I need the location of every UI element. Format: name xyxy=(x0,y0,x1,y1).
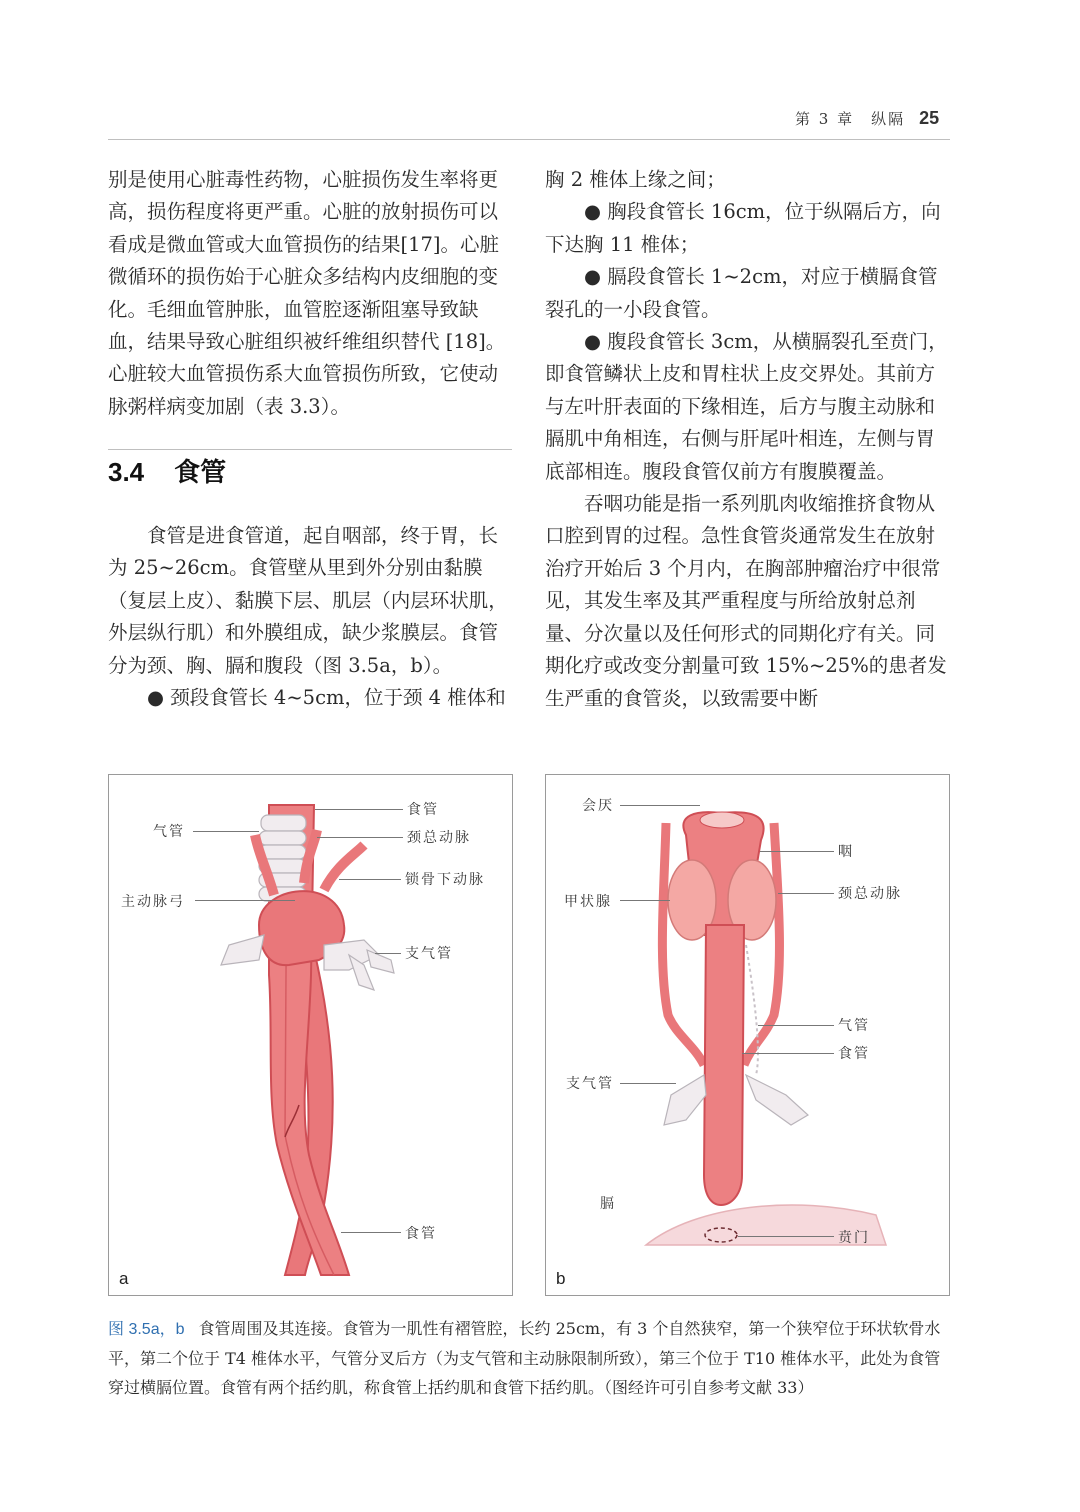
label-bronchus: 支气管 xyxy=(405,946,453,962)
label-esophagus-top: 食管 xyxy=(407,802,439,818)
bullet-cervical-cont: 胸 2 椎体上缘之间； xyxy=(545,168,726,191)
label-diaphragm: 膈 xyxy=(600,1196,616,1212)
esophagus-tube xyxy=(704,925,744,1205)
label-trachea: 气管 xyxy=(153,824,185,840)
running-header xyxy=(795,108,955,134)
figure-b-illustration xyxy=(546,775,949,1295)
label-esophagus: 食管 xyxy=(838,1046,870,1062)
label-epiglottis: 会厌 xyxy=(582,798,614,814)
label-subclavian: 锁骨下动脉 xyxy=(405,872,485,888)
label-aortic-arch: 主动脉弓 xyxy=(121,894,185,910)
figure-a-illustration xyxy=(109,775,512,1295)
section-rule xyxy=(108,449,512,450)
header-rule xyxy=(108,139,950,140)
caption-figure-number: 图 3.5a，b xyxy=(108,1321,185,1338)
label-esophagus-bottom: 食管 xyxy=(405,1226,437,1242)
label-carotid: 颈总动脉 xyxy=(838,886,902,902)
figure-caption xyxy=(108,1314,953,1402)
figure-a xyxy=(108,774,513,1296)
bullet-thoracic: ● 胸段食管长 16cm，位于纵隔后方，向下达胸 11 椎体； xyxy=(545,200,941,256)
label-trachea: 气管 xyxy=(838,1018,870,1034)
paragraph-cardiac: 别是使用心脏毒性药物，心脏损伤发生率将更高，损伤程度将更严重。心脏的放射损伤可以看成是微血管或大血管损伤的结果[17]。心脏微循环的损伤始于心脏众多结构内皮细胞的变化。毛细血管肿胀，血管腔逐渐阻塞导致缺血，结果导致心脏组织被纤维组织替代 [18]。心脏较大血管损伤系大血管损伤所致，它使动脉粥样病变加剧（表 3.3）。 xyxy=(108,168,506,418)
caption-text: 食管周围及其连接。食管为一肌性有褶管腔，长约 25cm，有 3 个自然狭窄，第一个狭窄位于环状软骨水平，第二个位于 T4 椎体水平，气管分叉后方（为支气管和主动脉限制所致），第三个位于 T10 椎体水平，此处为食管穿过横膈位置。食管有两个括约肌，称食管上括约肌和食管下括约肌。（图经许可引自参考文献 33） xyxy=(108,1319,941,1397)
label-bronchus: 支气管 xyxy=(566,1076,614,1092)
chapter-title: 第 3 章 纵隔 xyxy=(795,110,906,128)
bullet-cervical: ● 颈段食管长 4~5cm，位于颈 4 椎体和 xyxy=(147,686,506,710)
bullet-abdominal: ● 腹段食管长 3cm，从横膈裂孔至贲门，即食管鳞状上皮和胃柱状上皮交界处。其前方与左叶肝表面的下缘相连，后方与腹主动脉和膈肌中角相连，右侧与肝尾叶相连，左侧与胃底部相连。腹段食管仅前方有腹膜覆盖。 xyxy=(545,330,948,483)
figure-b xyxy=(545,774,950,1296)
label-pharynx: 咽 xyxy=(838,844,854,860)
label-cardia: 贲门 xyxy=(838,1230,870,1246)
section-heading xyxy=(108,452,512,492)
left-column-lower xyxy=(108,520,512,714)
page-number: 25 xyxy=(919,108,940,128)
paragraph-esophagus-intro: 食管是进食管道，起自咽部，终于胃，长为 25~26cm。食管壁从里到外分别由黏膜（复层上皮）、黏膜下层、肌层（内层环状肌，外层纵行肌）和外膜组成，缺少浆膜层。食管分为颈、胸、膈和腹段（图 3.5a，b）。 xyxy=(108,524,508,677)
panel-letter-b: b xyxy=(556,1269,566,1288)
panel-letter-a: a xyxy=(119,1269,129,1288)
bullet-diaphragmatic: ● 膈段食管长 1~2cm，对应于横膈食管裂孔的一小段食管。 xyxy=(545,265,938,321)
left-column xyxy=(108,164,512,423)
section-number: 3.4 xyxy=(108,457,145,487)
right-column xyxy=(545,164,949,715)
section-title: 食管 xyxy=(174,457,227,487)
paragraph-swallowing: 吞咽功能是指一系列肌肉收缩推挤食物从口腔到胃的过程。急性食管炎通常发生在放射治疗开始后 3 个月内，在胸部肿瘤治疗中很常见，其发生率及其严重程度与所给放射总剂量、分次量以及任何形式的同期化疗有关。同期化疗或改变分割量可致 15%~25%的患者发生严重的食管炎，以致需要中断 xyxy=(545,492,947,710)
label-thyroid: 甲状腺 xyxy=(564,894,612,910)
label-carotid: 颈总动脉 xyxy=(407,830,471,846)
